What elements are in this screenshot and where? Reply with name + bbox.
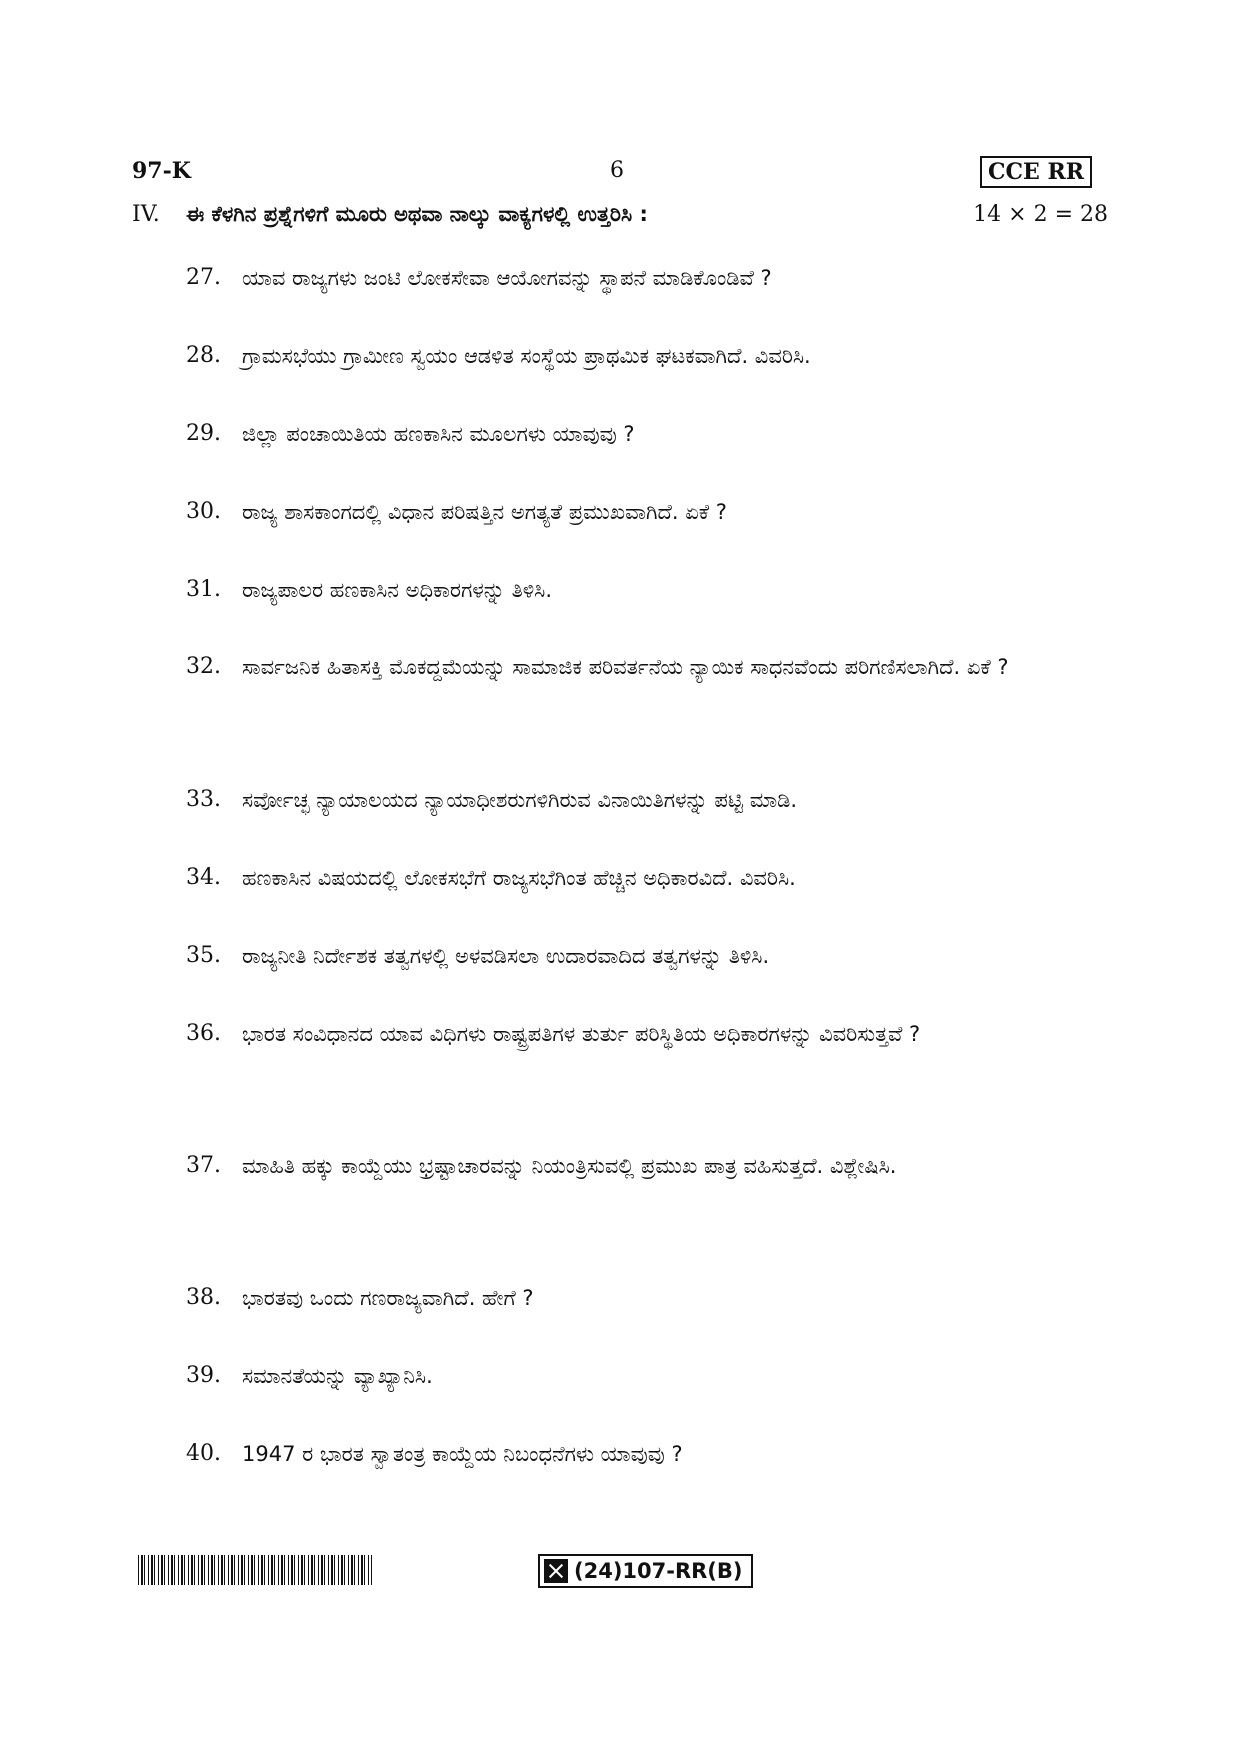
question-text: 1947 ರ ಭಾರತ ಸ್ವಾತಂತ್ರ ಕಾಯ್ದೆಯ ನಿಬಂಧನೆಗಳು ಯಾವುವು ?	[242, 1442, 683, 1466]
question-text: ಹಣಕಾಸಿನ ವಿಷಯದಲ್ಲಿ ಲೋಕಸಭೆಗೆ ರಾಜ್ಯಸಭೆಗಿಂತ ಹೆಚ್ಚಿನ ಅಧಿಕಾರವಿದೆ. ವಿವರಿಸಿ.	[242, 866, 796, 890]
question-number: 33.	[186, 787, 221, 812]
question-text: ಭಾರತ ಸಂವಿಧಾನದ ಯಾವ ವಿಧಿಗಳು ರಾಷ್ಟ್ರಪತಿಗಳ ತುರ್ತು ಪರಿಸ್ಥಿತಿಯ ಅಧಿಕಾರಗಳನ್ನು ವಿವರಿಸುತ್ತವೆ ?	[242, 1022, 921, 1046]
question-text: ರಾಜ್ಯಪಾಲರ ಹಣಕಾಸಿನ ಅಧಿಕಾರಗಳನ್ನು ತಿಳಿಸಿ.	[242, 578, 553, 602]
subject-code: 97-K	[132, 158, 191, 184]
question-number: 31.	[186, 577, 221, 602]
paper-code: (24)107-RR(B)	[574, 1559, 743, 1583]
question-number: 28.	[186, 343, 221, 368]
paper-code-box	[538, 1554, 753, 1588]
question-number: 27.	[186, 265, 221, 290]
question-text: ಸರ್ವೋಚ್ಛ ನ್ಯಾಯಾಲಯದ ನ್ಯಾಯಾಧೀಶರುಗಳಿಗಿರುವ ವಿನಾಯಿತಿಗಳನ್ನು ಪಟ್ಟಿ ಮಾಡಿ.	[242, 788, 798, 812]
question-number: 39.	[186, 1363, 221, 1388]
section-instruction: ಈ ಕೆಳಗಿನ ಪ್ರಶ್ನೆಗಳಿಗೆ ಮೂರು ಅಥವಾ ನಾಲ್ಕು ವಾಕ್ಯಗಳಲ್ಲಿ ಉತ್ತರಿಸಿ :	[186, 202, 648, 226]
board-logo-icon	[544, 1559, 568, 1583]
question-text: ರಾಜ್ಯ ಶಾಸಕಾಂಗದಲ್ಲಿ ವಿಧಾನ ಪರಿಷತ್ತಿನ ಅಗತ್ಯತೆ ಪ್ರಮುಖವಾಗಿದೆ. ಏಕೆ ?	[242, 500, 727, 524]
question-number: 36.	[186, 1021, 221, 1046]
question-text: ರಾಜ್ಯನೀತಿ ನಿರ್ದೇಶಕ ತತ್ವಗಳಲ್ಲಿ ಅಳವಡಿಸಲಾ ಉದಾರವಾದಿದ ತತ್ವಗಳನ್ನು ತಿಳಿಸಿ.	[242, 944, 770, 968]
question-text: ಜಿಲ್ಲಾ ಪಂಚಾಯಿತಿಯ ಹಣಕಾಸಿನ ಮೂಲಗಳು ಯಾವುವು ?	[242, 422, 635, 446]
question-text: ಗ್ರಾಮಸಭೆಯು ಗ್ರಾಮೀಣ ಸ್ವಯಂ ಆಡಳಿತ ಸಂಸ್ಥೆಯ ಪ್ರಾಥಮಿಕ ಘಟಕವಾಗಿದೆ. ವಿವರಿಸಿ.	[242, 344, 811, 368]
question-text: ಯಾವ ರಾಜ್ಯಗಳು ಜಂಟಿ ಲೋಕಸೇವಾ ಆಯೋಗವನ್ನು ಸ್ಥಾಪನೆ ಮಾಡಿಕೊಂಡಿವೆ ?	[242, 266, 772, 290]
question-number: 30.	[186, 499, 221, 524]
question-text: ಸಾರ್ವಜನಿಕ ಹಿತಾಸಕ್ತಿ ಮೊಕದ್ದಮೆಯನ್ನು ಸಾಮಾಜಿಕ ಪರಿವರ್ತನೆಯ ನ್ಯಾಯಿಕ ಸಾಧನವೆಂದು ಪರಿಗಣಿಸಲಾಗಿದೆ. ಏಕೆ ?	[242, 655, 1009, 679]
page-number: 6	[610, 158, 624, 183]
question-number: 38.	[186, 1285, 221, 1310]
question-number: 37.	[186, 1153, 221, 1178]
barcode	[138, 1555, 372, 1585]
question-text: ಸಮಾನತೆಯನ್ನು ವ್ಯಾಖ್ಯಾನಿಸಿ.	[242, 1364, 433, 1388]
question-number: 34.	[186, 865, 221, 890]
question-number: 32.	[186, 654, 221, 679]
section-number: IV.	[132, 202, 160, 227]
question-number: 40.	[186, 1441, 221, 1466]
section-marks: 14 × 2 = 28	[973, 202, 1108, 227]
question-text: ಮಾಹಿತಿ ಹಕ್ಕು ಕಾಯ್ದೆಯು ಭ್ರಷ್ಟಾಚಾರವನ್ನು ನಿಯಂತ್ರಿಸುವಲ್ಲಿ ಪ್ರಮುಖ ಪಾತ್ರ ವಹಿಸುತ್ತದೆ. ವಿಶ್ಲೇಷಿಸಿ.	[242, 1154, 897, 1178]
question-number: 35.	[186, 943, 221, 968]
question-text: ಭಾರತವು ಒಂದು ಗಣರಾಜ್ಯವಾಗಿದೆ. ಹೇಗೆ ?	[242, 1286, 534, 1310]
question-number: 29.	[186, 421, 221, 446]
cce-rr-box: CCE RR	[980, 156, 1092, 188]
